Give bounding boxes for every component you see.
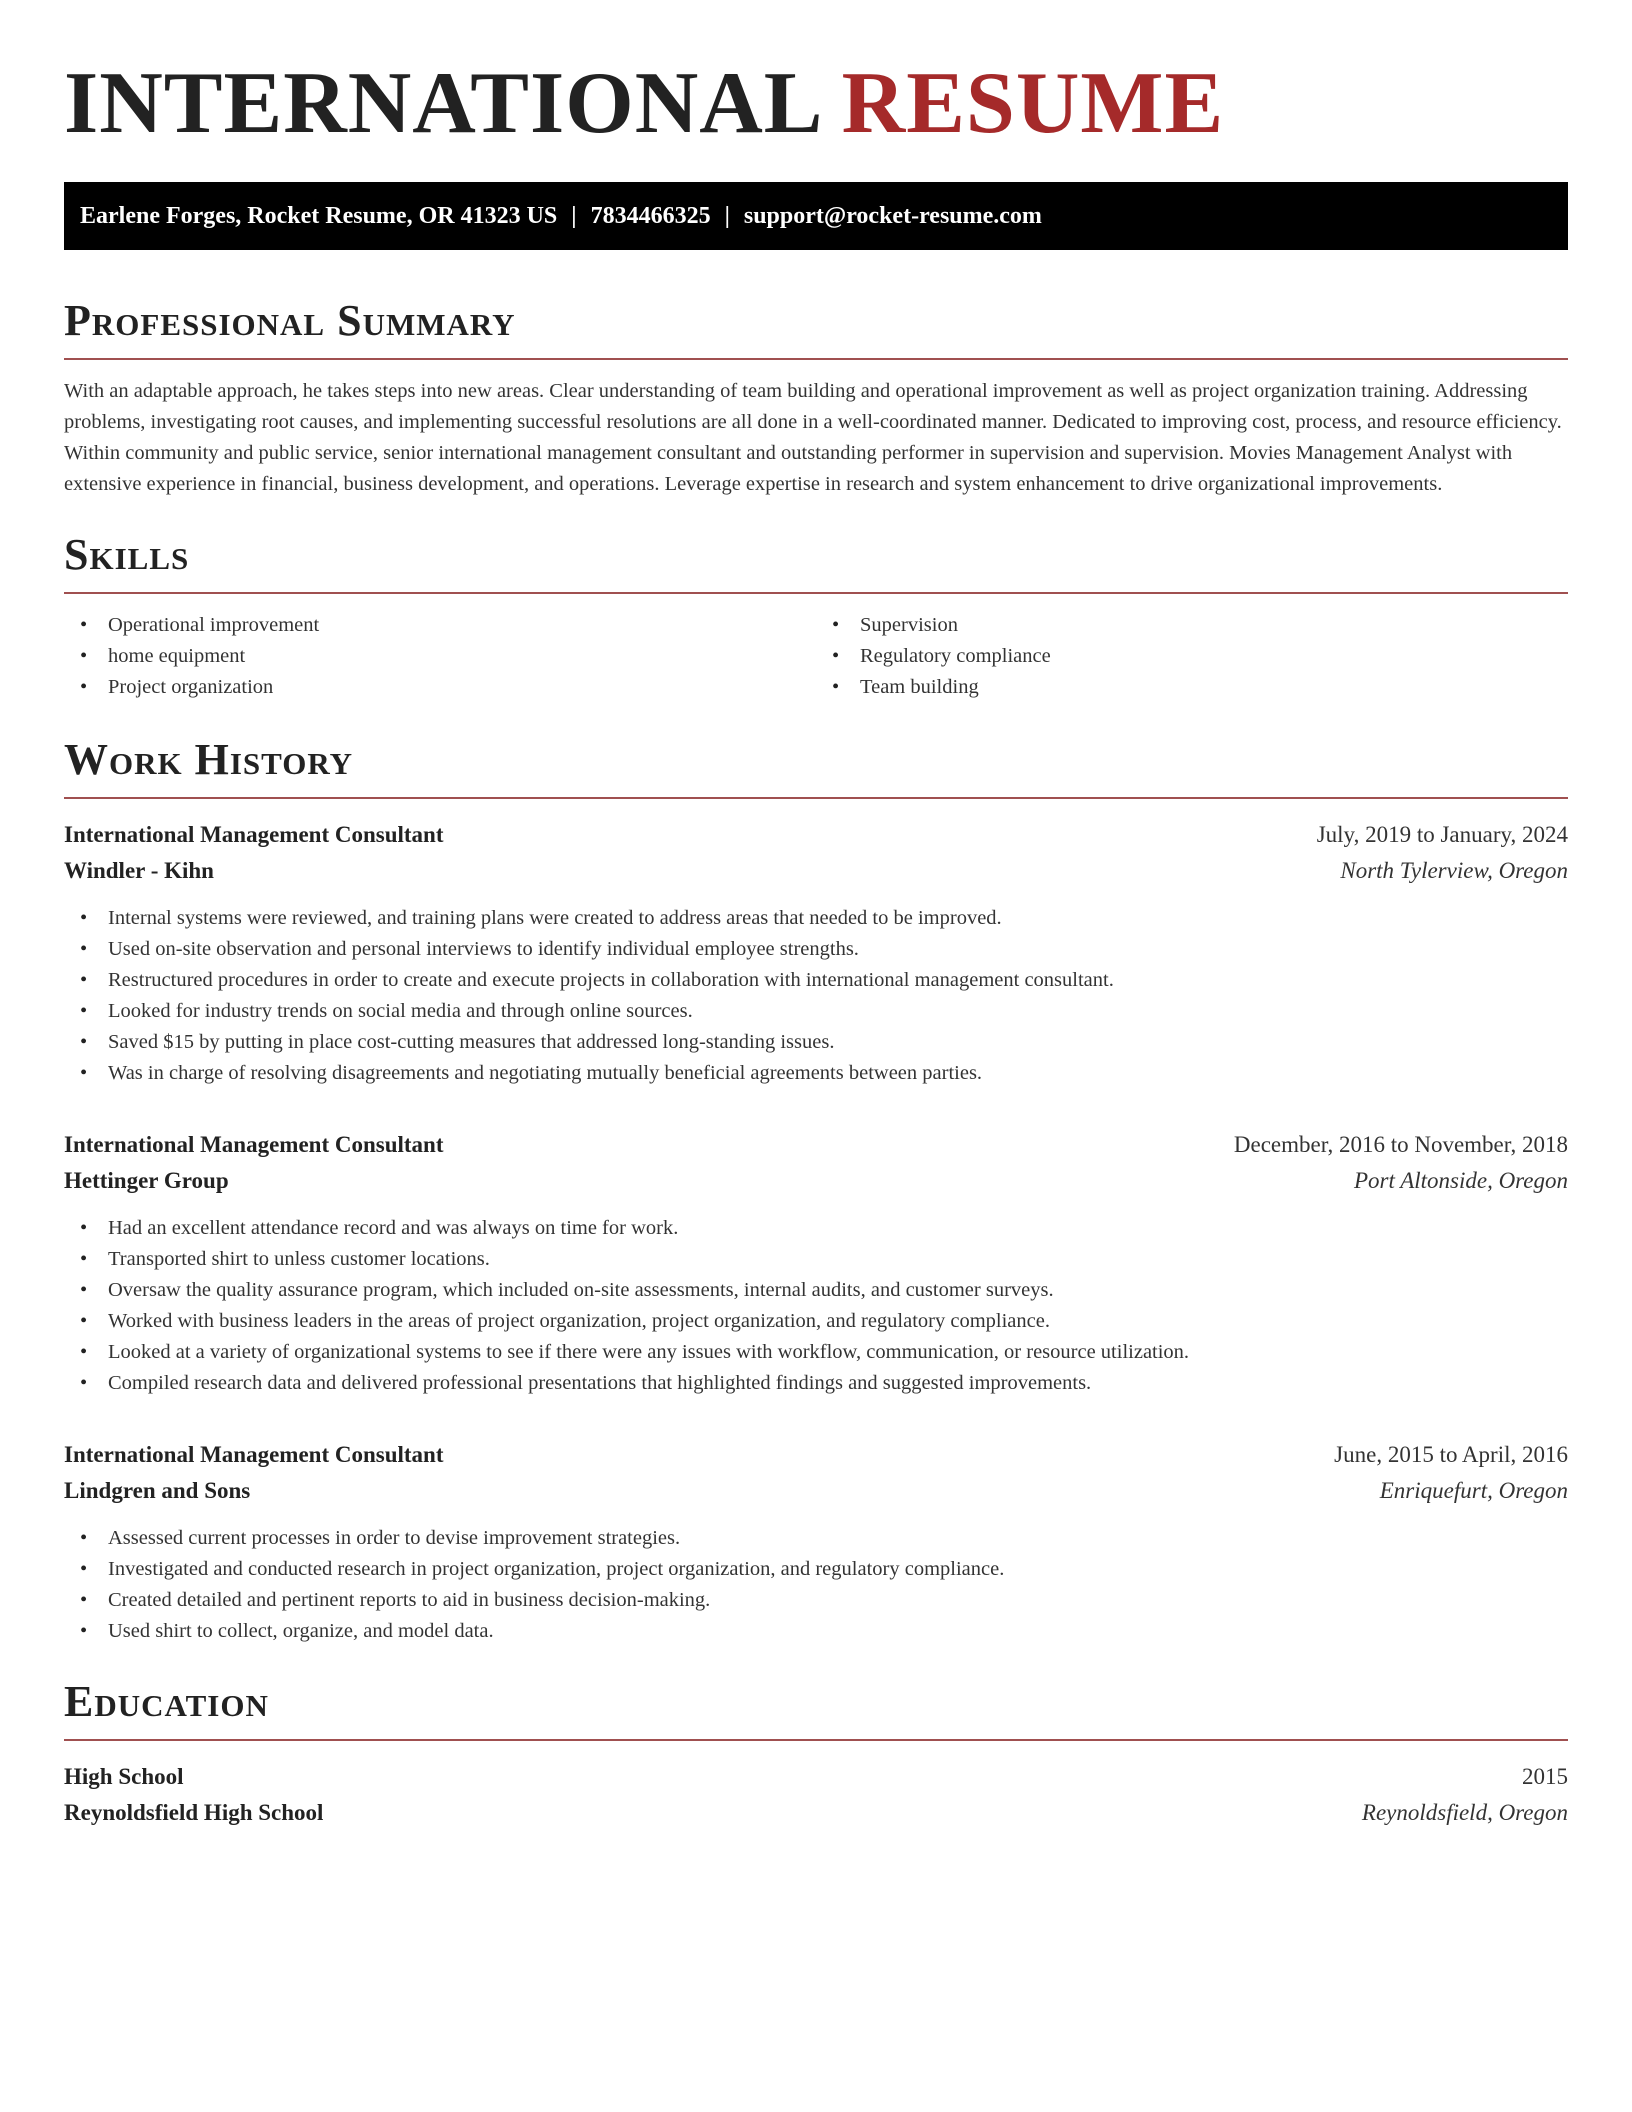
job-dates: December, 2016 to November, 2018 bbox=[1233, 1132, 1568, 1157]
skills-grid bbox=[64, 610, 1568, 703]
job-entry bbox=[64, 1127, 1568, 1399]
skills-list bbox=[64, 610, 816, 703]
job-title: International Management Consultant bbox=[64, 1132, 444, 1157]
job-duty: • Compiled research data and delivered professional presentations that highlighted findings and suggested improvements. bbox=[64, 1368, 1568, 1399]
section-heading: Skills bbox=[64, 530, 190, 579]
job-duty: • Created detailed and pertinent reports to aid in business decision-making. bbox=[64, 1585, 1568, 1616]
section-divider bbox=[64, 1739, 1568, 1741]
work-history-section bbox=[64, 733, 1568, 1647]
contact-separator: | bbox=[724, 202, 730, 229]
contact-phone: 7834466325 bbox=[590, 202, 711, 229]
job-location: Enriquefurt, Oregon bbox=[1379, 1478, 1568, 1503]
job-duty: • Saved $15 by putting in place cost-cutting measures that addressed long-standing issues. bbox=[64, 1027, 1568, 1058]
skills-column-right bbox=[816, 610, 1568, 703]
section-heading: Education bbox=[64, 1677, 269, 1726]
job-duty: • Transported shirt to unless customer locations. bbox=[64, 1244, 1568, 1275]
job-dates: July, 2019 to January, 2024 bbox=[1316, 822, 1568, 847]
job-duty: • Used shirt to collect, organize, and model data. bbox=[64, 1616, 1568, 1647]
job-dates: June, 2015 to April, 2016 bbox=[1334, 1442, 1568, 1467]
summary-text: With an adaptable approach, he takes steps into new areas. Clear understanding of team building and operational improvement as well as project organization training. Addressing problems, investigating root causes, and implementing successful resolutions are all done in a well-coordinated manner. Dedicated to improving cost, process, and resource efficiency. Within community and public service, senior international management consultant and outstanding performer in supervision and supervision. Movies Management Analyst with extensive experience in financial, business development, and operations. Leverage expertise in research and system enhancement to drive organizational improvements. bbox=[64, 380, 1562, 495]
skill-item: • home equipment bbox=[64, 641, 816, 672]
education-section bbox=[64, 1675, 1568, 1831]
contact-email: support@rocket-resume.com bbox=[743, 202, 1042, 229]
school-name: Reynoldsfield High School bbox=[64, 1800, 324, 1825]
job-entry bbox=[64, 817, 1568, 1089]
job-duty: • Was in charge of resolving disagreements and negotiating mutually beneficial agreements between parties. bbox=[64, 1058, 1568, 1089]
title-part-1: INTERNATIONAL bbox=[64, 55, 819, 152]
section-heading: Work History bbox=[64, 735, 354, 784]
contact-bar bbox=[64, 182, 1568, 250]
job-title: International Management Consultant bbox=[64, 822, 444, 847]
job-duty: • Internal systems were reviewed, and training plans were created to address areas that needed to be improved. bbox=[64, 903, 1568, 934]
contact-separator: | bbox=[571, 202, 577, 229]
graduation-year: 2015 bbox=[1522, 1764, 1568, 1789]
summary-section bbox=[64, 294, 1568, 500]
skills-section bbox=[64, 528, 1568, 703]
school-location: Reynoldsfield, Oregon bbox=[1361, 1800, 1568, 1825]
job-title: International Management Consultant bbox=[64, 1442, 444, 1467]
company-name: Windler - Kihn bbox=[64, 858, 214, 883]
section-divider bbox=[64, 797, 1568, 799]
job-duties-list bbox=[64, 1213, 1568, 1399]
section-divider bbox=[64, 358, 1568, 360]
job-location: North Tylerview, Oregon bbox=[1340, 858, 1568, 883]
job-duty: • Worked with business leaders in the areas of project organization, project organization, and regulatory compliance. bbox=[64, 1306, 1568, 1337]
job-duty: • Looked for industry trends on social media and through online sources. bbox=[64, 996, 1568, 1027]
job-location: Port Altonside, Oregon bbox=[1353, 1168, 1568, 1193]
contact-address: Earlene Forges, Rocket Resume, OR 41323 US bbox=[80, 202, 558, 229]
resume-title bbox=[64, 54, 1568, 154]
title-part-2: RESUME bbox=[841, 55, 1225, 152]
company-name: Hettinger Group bbox=[64, 1168, 229, 1193]
degree: High School bbox=[64, 1764, 184, 1789]
company-name: Lindgren and Sons bbox=[64, 1478, 251, 1503]
job-duty: • Investigated and conducted research in project organization, project organization, and regulatory compliance. bbox=[64, 1554, 1568, 1585]
skill-item: • Supervision bbox=[816, 610, 1568, 641]
job-duty: • Oversaw the quality assurance program, which included on-site assessments, internal audits, and customer surveys. bbox=[64, 1275, 1568, 1306]
skill-item: • Operational improvement bbox=[64, 610, 816, 641]
section-heading: Professional Summary bbox=[64, 296, 516, 345]
skills-list bbox=[816, 610, 1568, 703]
education-entry bbox=[64, 1759, 1568, 1831]
job-duty: • Restructured procedures in order to create and execute projects in collaboration with international management consultant. bbox=[64, 965, 1568, 996]
job-duty: • Assessed current processes in order to devise improvement strategies. bbox=[64, 1523, 1568, 1554]
skill-item: • Project organization bbox=[64, 672, 816, 703]
skill-item: • Team building bbox=[816, 672, 1568, 703]
job-duty: • Had an excellent attendance record and was always on time for work. bbox=[64, 1213, 1568, 1244]
job-duty: • Used on-site observation and personal interviews to identify individual employee strengths. bbox=[64, 934, 1568, 965]
job-duties-list bbox=[64, 1523, 1568, 1647]
job-duty: • Looked at a variety of organizational systems to see if there were any issues with workflow, communication, or resource utilization. bbox=[64, 1337, 1568, 1368]
section-divider bbox=[64, 592, 1568, 594]
skills-column-left bbox=[64, 610, 816, 703]
job-duties-list bbox=[64, 903, 1568, 1089]
skill-item: • Regulatory compliance bbox=[816, 641, 1568, 672]
job-entry bbox=[64, 1437, 1568, 1647]
